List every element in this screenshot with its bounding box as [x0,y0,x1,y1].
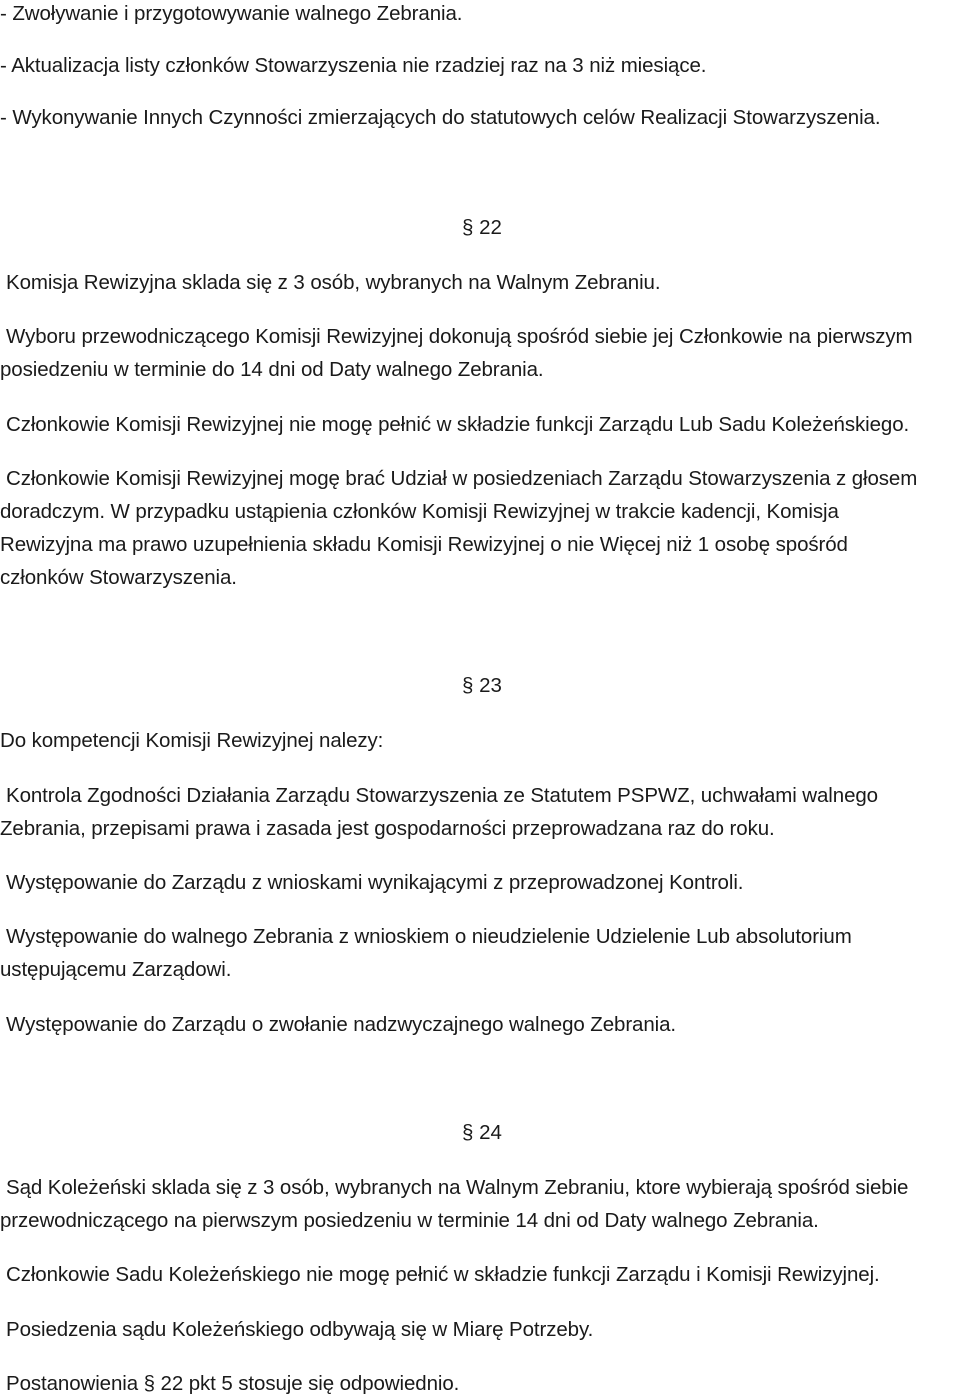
text-line: posiedzeniu w terminie do 14 dni od Daty walnego Zebrania. [0,358,544,381]
text-line: przewodniczącego na pierwszym posiedzeniu w terminie 14 dni od Daty walnego Zebrania. [0,1209,819,1232]
text-line: Posiedzenia sądu Koleżeńskiego odbywają się w Miarę Potrzeby. [6,1318,594,1341]
text-line: Członkowie Sadu Koleżeńskiego nie mogę pełnić w składzie funkcji Zarządu i Komisji Rewizyjnej. [6,1263,880,1286]
section-heading-24: § 24 [462,1121,502,1144]
text-line: Zebrania, przepisami prawa i zasada jest gospodarności przeprowadzana raz do roku. [0,817,775,840]
text-line: Sąd Koleżeński sklada się z 3 osób, wybranych na Walnym Zebraniu, ktore wybierają spośród siebie [6,1176,909,1199]
text-line: Członkowie Komisji Rewizyjnej mogę brać Udział w posiedzeniach Zarządu Stowarzyszenia z głosem [6,467,918,490]
text-line: - Aktualizacja listy członków Stowarzyszenia nie rzadziej raz na 3 niż miesiące. [0,54,707,77]
text-line: doradczym. W przypadku ustąpienia członków Komisji Rewizyjnej w trakcie kadencji, Komisja [0,500,839,523]
text-line: członków Stowarzyszenia. [0,566,237,589]
text-line: Występowanie do Zarządu z wnioskami wynikającymi z przeprowadzonej Kontroli. [6,871,744,894]
text-line: Występowanie do Zarządu o zwołanie nadzwyczajnego walnego Zebrania. [6,1013,677,1036]
text-line: Komisja Rewizyjna sklada się z 3 osób, wybranych na Walnym Zebraniu. [6,271,661,294]
text-line: Kontrola Zgodności Działania Zarządu Stowarzyszenia ze Statutem PSPWZ, uchwałami walnego [6,784,878,807]
text-line: Postanowienia § 22 pkt 5 stosuje się odpowiednio. [6,1372,460,1395]
text-line: Występowanie do walnego Zebrania z wnioskiem o nieudzielenie Udzielenie Lub absolutorium [6,925,852,948]
text-line: Do kompetencji Komisji Rewizyjnej nalezy: [0,729,384,752]
section-heading-23: § 23 [462,674,502,697]
text-line: Członkowie Komisji Rewizyjnej nie mogę pełnić w składzie funkcji Zarządu Lub Sadu Koleżeńskiego. [6,413,910,436]
section-heading-22: § 22 [462,216,502,239]
text-line: ustępującemu Zarządowi. [0,958,232,981]
text-line: Rewizyjna ma prawo uzupełnienia składu Komisji Rewizyjnej o nie Więcej niż 1 osobę spośród [0,533,848,556]
text-line: Wyboru przewodniczącego Komisji Rewizyjnej dokonują spośród siebie jej Członkowie na pierwszym [6,325,913,348]
text-line: - Zwoływanie i przygotowywanie walnego Zebrania. [0,2,463,25]
text-line: - Wykonywanie Innych Czynności zmierzających do statutowych celów Realizacji Stowarzyszenia. [0,106,881,129]
